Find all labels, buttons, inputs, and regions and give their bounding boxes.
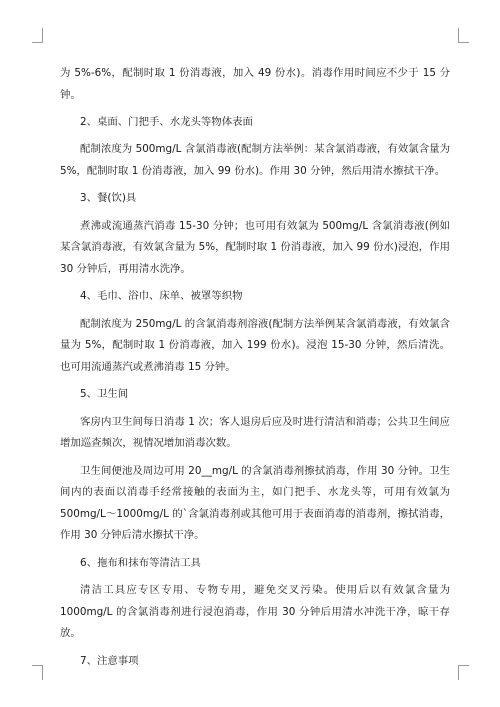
paragraph-textiles: 配制浓度为 250mg/L 的含氯消毒剂溶液(配制方法举例某含氯消毒液，有效氯含量为 5%，配制时取 1 份消毒液，加入 199 份水)。浸泡 15-30 分钟，然后清洗。也可用流通蒸汽或煮沸消毒 15 分钟。 xyxy=(60,317,450,373)
paragraph-surfaces: 配制浓度为 500mg/L 含氯消毒液(配制方法举例：某含氯消毒液，有效氯含量为 5%，配制时取 1 份消毒液，加入 99 份水)。作用 30 分钟，然后用清水擦拭干净。 xyxy=(60,143,450,177)
section-heading-restroom: 5、卫生间 xyxy=(80,388,129,401)
crop-mark-top-left xyxy=(32,28,43,43)
section-heading-notes: 7、注意事项 xyxy=(80,654,139,667)
paragraph-cleaning-tools: 清洁工具应专区专用、专物专用，避免交叉污染。使用后以有效氯含量为 1000mg/L 的含氯消毒剂进行浸泡消毒，作用 30 分钟后用清水冲洗干净，晾干存放。 xyxy=(60,584,450,640)
section-heading-textiles: 4、毛巾、浴巾、床单、被罩等织物 xyxy=(80,290,243,303)
paragraph-continued: 为 5%-6%，配制时取 1 份消毒液，加入 49 份水)。消毒作用时间应不少于 15 分钟。 xyxy=(60,67,450,101)
section-heading-surfaces: 2、桌面、门把手、水龙头等物体表面 xyxy=(80,115,253,128)
crop-mark-bottom-left xyxy=(32,665,43,680)
section-heading-tableware: 3、餐(饮)具 xyxy=(80,192,137,205)
paragraph-restroom-frequency: 客房内卫生间每日消毒 1 次；客人退房后应及时进行清洁和消毒；公共卫生间应增加巡查频次，视情况增加消毒次数。 xyxy=(60,415,450,450)
section-heading-cleaning-tools: 6、拖布和抹布等清洁工具 xyxy=(80,556,201,569)
crop-mark-top-right xyxy=(458,28,469,43)
paragraph-tableware: 煮沸或流通蒸汽消毒 15-30 分钟；也可用有效氯为 500mg/L 含氯消毒液(例如某含氯消毒液，有效氯含量为 5%，配制时取 1 份消毒液，加入 99 份水)浸泡，作用 30 分钟后，再用清水洗净。 xyxy=(60,219,450,275)
crop-mark-bottom-right xyxy=(458,665,469,680)
document-body xyxy=(60,63,450,678)
paragraph-restroom-method: 卫生间便池及周边可用 20__mg/L 的含氯消毒剂擦拭消毒，作用 30 分钟。卫生间内的表面以消毒手经常接触的表面为主，如门把手、水龙头等，可用有效氯为 500mg/L～1000mg/L 的`含氯消毒剂或其他可用于表面消毒的消毒剂，擦拭消毒，作用 30 分钟后清水擦拭干净。 xyxy=(60,464,450,542)
